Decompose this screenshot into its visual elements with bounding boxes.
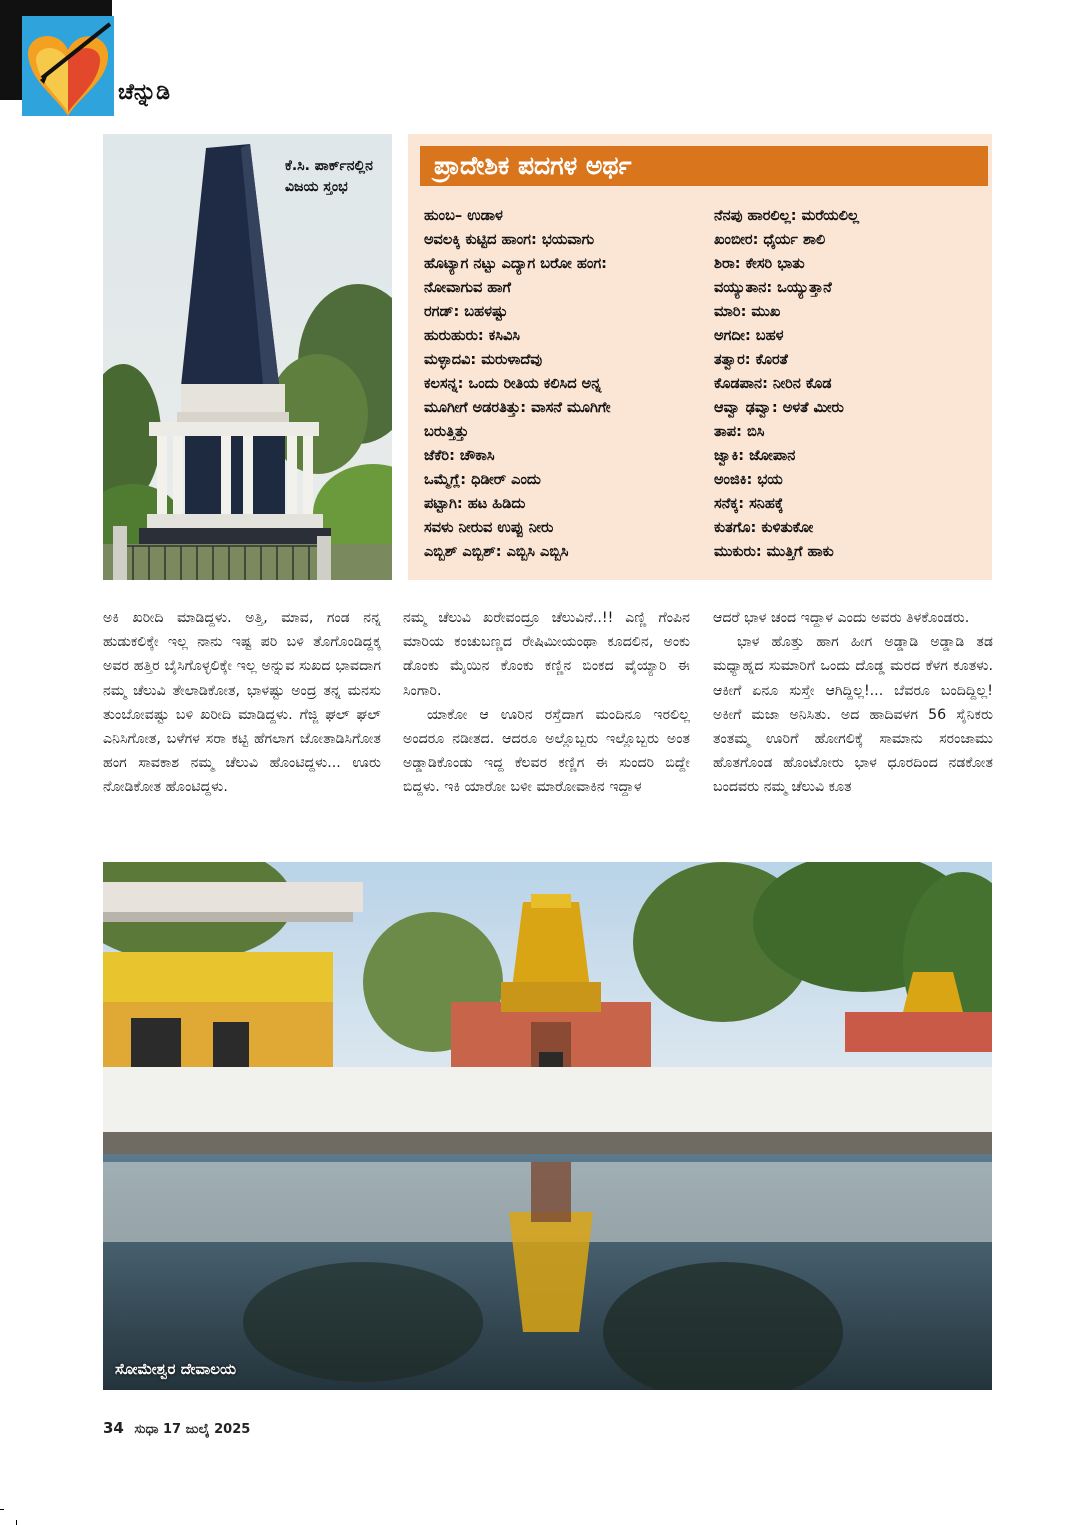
glossary-item: ಸನೆಕ್ಕ: ಸನಿಹಕ್ಕೆ	[714, 496, 784, 512]
glossary-left-column	[424, 204, 714, 564]
glossary-item: ಖಂಬೀರ: ಧೈರ್ಯ ಶಾಲಿ	[714, 232, 826, 248]
glossary-box	[408, 134, 992, 580]
article-column-1	[103, 606, 381, 800]
section-name: ಚೆನ್ನುಡಿ	[118, 80, 170, 105]
glossary-item: ಆವ್ವಾ ಢವ್ವಾ: ಅಳತೆ ಮೀರು	[714, 400, 844, 416]
glossary-item: ಅಂಜಿಕಿ: ಭಯ	[714, 472, 783, 488]
glossary-item: ಶಿರಾ: ಕೇಸರಿ ಭಾತು	[714, 256, 805, 272]
page-footer	[103, 1419, 250, 1437]
page-number: 34	[103, 1419, 124, 1437]
magazine-logo-icon	[22, 16, 114, 120]
article-column-3	[713, 606, 993, 800]
glossary-item: ಅಗದೀ: ಬಹಳ	[714, 328, 784, 344]
article-paragraph: ಯಾಕೋ ಆ ಊರಿನ ರಸ್ತೆದಾಗ ಮಂದಿನೂ ಇರಲಿಲ್ಲ ಅಂದರೂ ನಡೀತದ. ಆದರೂ ಅಲ್ಲೊಬ್ಬರು ಇಲ್ಲೊಬ್ಬರು ಅಂತ ಅಡ್ಡಾಡಿಕೊಂಡು ಇದ್ದ ಕೆಲವರ ಕಣ್ಣಿಗ ಈ ಸುಂದರಿ ಬಿದ್ದೇ ಬಿದ್ದಳು. ಇಕಿ ಯಾರೋ ಬಳೀ ಮಾರೋವಾಕಿನ ಇದ್ದಾಳ	[403, 706, 690, 796]
glossary-item: ಕೊಡಪಾನ: ನೀರಿನ ಕೊಡ	[714, 376, 832, 392]
article-paragraph: ನಮ್ಮ ಚೆಲುವಿ ಖರೇವಂದ್ರೂ ಚೆಲುವಿನೆ..!! ಎಣ್ಣಿ ಗೆಂಪಿನ ಮಾರಿಯ ಕಂಚುಬಣ್ಣದ ರೇಷಿಮೀಯಂಥಾ ಕೂದಲಿನ, ಅಂಕು ಡೊಂಕು ಮೈಯಿನ ಕೊಂಕು ಕಣ್ಣಿನ ಬಿಂಕದ ವೈಯ್ಯಾರಿ ಈ ಸಿಂಗಾರಿ.	[403, 610, 690, 699]
glossary-item: ತಾಪ: ಬಿಸಿ	[714, 424, 765, 440]
glossary-item: ವಯ್ಯುತಾನ: ಒಯ್ಯುತ್ತಾನೆ	[714, 280, 832, 296]
glossary-title: ಪ್ರಾದೇಶಿಕ ಪದಗಳ ಅರ್ಥ	[420, 146, 988, 186]
glossary-item: ಅವಲಕ್ಕಿ ಕುಟ್ಟಿದ ಹಾಂಗ: ಭಯವಾಗು	[424, 232, 595, 248]
glossary-item: ಮುಕುರು: ಮುತ್ತಿಗೆ ಹಾಕು	[714, 544, 834, 560]
glossary-item: ಕುತಗೊ: ಕುಳಿತುಕೋ	[714, 520, 814, 536]
glossary-item: ಬರುತ್ತಿತ್ತು	[424, 424, 469, 440]
glossary-item: ಮಳ್ಳಾದವಿ: ಮರುಳಾದೆವು	[424, 352, 543, 368]
article-paragraph: ಆದರೆ ಭಾಳ ಚಂದ ಇದ್ದಾಳ ಎಂದು ಅವರು ತಿಳಕೊಂಡರು.	[713, 610, 970, 626]
glossary-item: ಹುರುಹುರು: ಕಸಿವಿಸಿ	[424, 328, 521, 344]
crop-mark	[16, 1520, 17, 1525]
glossary-item: ಹೊಟ್ಯಾಗ ನಟ್ಟು ಎದ್ಯಾಗ ಬರೋ ಹಂಗ:	[424, 256, 607, 272]
glossary-item: ರಗಡ್: ಬಹಳಷ್ಟು	[424, 304, 508, 320]
monument-photo	[103, 134, 392, 580]
monument-caption	[285, 156, 373, 198]
article-column-2	[403, 606, 690, 800]
glossary-item: ಹುಂಬ– ಉಡಾಳ	[424, 208, 503, 224]
crop-mark	[0, 1509, 4, 1510]
monument-caption-line1: ಕೆ.ಸಿ. ಪಾರ್ಕ್‌ನಲ್ಲಿನ	[285, 158, 373, 174]
glossary-item: ತತ್ವಾರ: ಕೊರತೆ	[714, 352, 788, 368]
glossary-item: ಎಬ್ಬಿಶ್ ಎಬ್ಬಿಶ್: ಎಬ್ಬಿಸಿ ಎಬ್ಬಿಸಿ	[424, 544, 569, 560]
glossary-item: ಮೂಗೀಗೆ ಅಡರತಿತ್ತು: ವಾಸನೆ ಮೂಗಿಗೇ	[424, 400, 611, 416]
temple-caption: ಸೋಮೇಶ್ವರ ದೇವಾಲಯ	[115, 1360, 237, 1378]
temple-photo	[103, 862, 992, 1390]
glossary-item: ಜೆಕೆರಿ: ಚೌಕಾಸಿ	[424, 448, 495, 464]
glossary-item: ಕಲಸನ್ನ: ಒಂದು ರೀತಿಯ ಕಲಿಸಿದ ಅನ್ನ	[424, 376, 602, 392]
monument-caption-line2: ವಿಜಯ ಸ್ತಂಭ	[285, 179, 348, 195]
glossary-item: ಒಮ್ಮೆಗ್ಲೆ: ಧಿಡೀರ್ ಎಂದು	[424, 472, 541, 488]
glossary-item: ಪಟ್ಟಾಗಿ: ಹಟ ಹಿಡಿದು	[424, 496, 526, 512]
glossary-item: ನೆನಪು ಹಾರಲಿಲ್ಲ: ಮರೆಯಲಿಲ್ಲ	[714, 208, 860, 224]
glossary-item: ಮಾರಿ: ಮುಖ	[714, 304, 781, 320]
issue-info: ಸುಧಾ 17 ಜುಲೈ 2025	[134, 1422, 251, 1437]
article-paragraph: ಅಕಿ ಖರೀದಿ ಮಾಡಿದ್ದಳು. ಅತ್ತಿ, ಮಾವ, ಗಂಡ ನನ್ನ ಹುಡುಕಲಿಕ್ಕೇ ಇಲ್ಲ ನಾನು ಇಷ್ಟ ಪರಿ ಬಳಿ ತೊಗೊಂಡಿದ್ದಕ್ಕ ಅವರ ಹತ್ತಿರ ಬೈಸಿಗೊಳ್ಳಲಿಕ್ಕೇ ಇಲ್ಲ ಅನ್ನುವ ಸುಖದ ಭಾವದಾಗ ನಮ್ಮ ಚೆಲುವಿ ತೇಲಾಡಿಕೋತ, ಭಾಳಷ್ಟು ಅಂದ್ರ ತನ್ನ ಮನಸು ತುಂಬೋವಷ್ಟು ಬಳಿ ಖರೀದಿ ಮಾಡಿದ್ದಳು. ಗೆಜ್ಜಿ ಘಲ್ ಘಲ್ ಎನಿಸಿಗೋತ, ಬಳೆಗಳ ಸರಾ ಕಟ್ಟಿ ಹೆಗಲಾಗ ಜೋತಾಡಿಸಿಗೋತ ಹಂಗ ಸಾವಕಾಶ ನಮ್ಮ ಚೆಲುವಿ ಹೊಂಟಿದ್ದಳು... ಊರು ನೋಡಿಕೋತ ಹೊಂಟಿದ್ದಳು.	[103, 610, 381, 796]
glossary-item: ಸವಳು ನೀರುವ ಉಪ್ಪು ನೀರು	[424, 520, 554, 536]
glossary-right-column	[714, 204, 984, 564]
glossary-item: ಜ್ವಾಕಿ: ಜೋಪಾನ	[714, 448, 796, 464]
glossary-item: ನೋವಾಗುವ ಹಾಗೆ	[424, 280, 511, 296]
article-paragraph: ಭಾಳ ಹೊತ್ತು ಹಾಗ ಹೀಗ ಅಡ್ಡಾಡಿ ಅಡ್ಡಾಡಿ ತಡ ಮಧ್ಯಾಹ್ನದ ಸುಮಾರಿಗೆ ಒಂದು ದೊಡ್ಡ ಮರದ ಕೆಳಗ ಕೂತಳು. ಆಕೀಗೆ ಏನೂ ಸುಸ್ತೇ ಆಗಿದ್ದಿಲ್ಲ!... ಬೆವರೂ ಬಂದಿದ್ದಿಲ್ಲ! ಅಕೀಗೆ ಮಜಾ ಅನಿಸಿತು. ಅದ ಹಾದಿವಳಗ 56 ಸೈನಿಕರು ತಂತಮ್ಮ ಊರಿಗೆ ಹೋಗಲಿಕ್ಕೆ ಸಾಮಾನು ಸರಂಜಾಮು ಹೊತಗೊಂಡ ಹೊಂಟೋರು ಭಾಳ ಧೂರದಿಂದ ನಡಕೋತ ಬಂದವರು ನಮ್ಮ ಚೆಲುವಿ ಕೂತ	[713, 634, 993, 796]
